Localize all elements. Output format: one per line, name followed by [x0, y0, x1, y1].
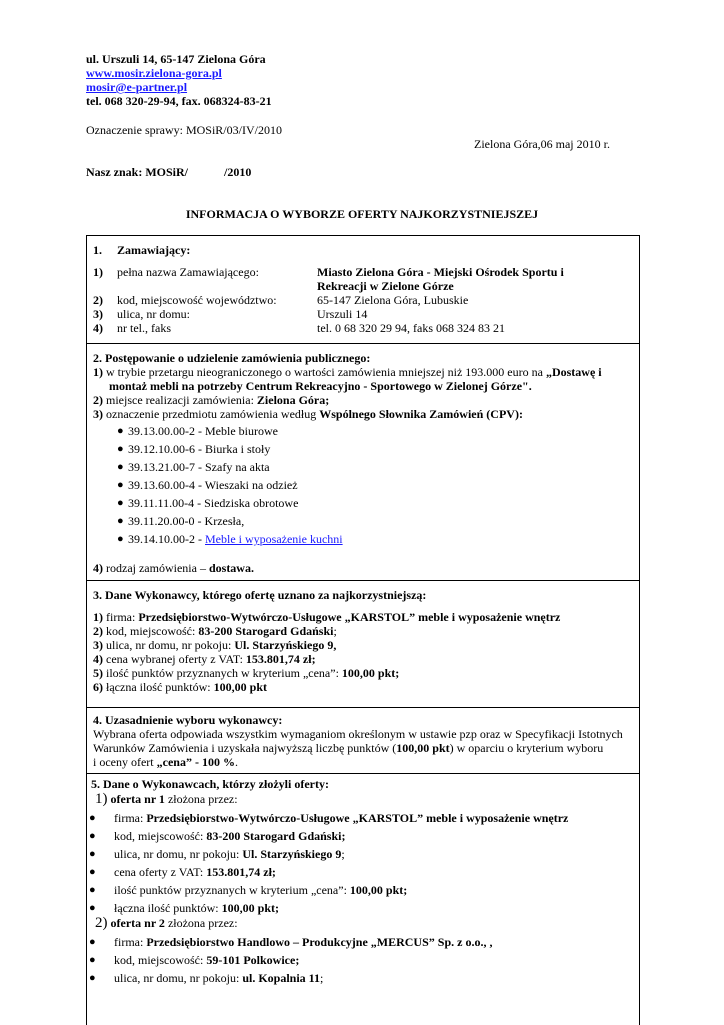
bullet-icon: ●: [89, 866, 96, 878]
s1-heading: Zamawiający:: [117, 243, 191, 257]
s4-line-2: Warunków Zamówienia i uzyskała najwyższą liczbę punktów (100,00 pkt) w oparciu o kryterium wyboru: [93, 741, 604, 755]
bullet-icon: ●: [117, 461, 124, 473]
s4-heading: 4. Uzasadnienie wyboru wykonawcy:: [93, 713, 283, 727]
bullet-icon: ●: [117, 443, 124, 455]
s3-line: 1) firma: Przedsiębiorstwo-Wytwórczo-Usługowe „KARSTOL” meble i wyposażenie wnętrz: [93, 610, 561, 624]
bullet-icon: ●: [117, 515, 124, 527]
bullet-icon: ●: [89, 902, 96, 914]
s2-point-3: 3) oznaczenie przedmiotu zamówienia według Wspólnego Słownika Zamówień (CPV):: [93, 407, 523, 421]
bullet-icon: ●: [117, 497, 124, 509]
cpv-kitchen-link[interactable]: Meble i wyposażenie kuchni: [205, 532, 343, 546]
s2-point-4: 4) rodzaj zamówienia – dostawa.: [93, 561, 254, 575]
s3-line: 5) ilość punktów przyznanych w kryterium „cena”: 100,00 pkt;: [93, 666, 400, 680]
s4-line-1: Wybrana oferta odpowiada wszystkim wymaganiom określonym w ustawie pzp oraz w Specyfikacji Istotnych: [93, 727, 623, 741]
s3-line: 3) ulica, nr domu, nr pokoju: Ul. Starzyńskiego 9,: [93, 638, 337, 652]
section-procedure: 2. Postępowanie o udzielenie zamówienia publicznego: 1) w trybie przetargu nieograniczonego o wartości zamówienia mniejszej niż 193.000 euro na „Dostawę i montaż mebli na potrzeby Centrum Rekreacyjno - Sportowego w Zielonej Górze". 2) miejsce realizacji zamówienia: Zielona Góra; 3) oznaczenie przedmiotu zamówienia według Wspólnego Słownika Zamówień (CPV): ● 39.13.00.00-2 - Meble biurowe ● 39.12.10.00-6 - Biurka i stoły ● 39.13.21.00-7 - Szafy na akta ● 39.13.60.00-4 - Wieszaki na odzież ● 39.11.11.00-4 - Siedziska obrotowe ● 39.11.20.00-0 - Krzesła, ● 39.14.10.00-2 - Meble i wyposażenie kuchni 4) rodzaj zamówienia – dostawa.: [86, 343, 640, 581]
offer-2-heading: 2) oferta nr 2 złożona przez:: [95, 915, 238, 931]
bullet-icon: ●: [117, 425, 124, 437]
section-ordering-party: 1. Zamawiający: 1) pełna nazwa Zamawiającego: Miasto Zielona Góra - Miejski Ośrodek Sportu i Rekreacji w Zielone Górze 2) kod, miejscowość województwo: 65-147 Zielona Góra, Lubuskie 3) ulica, nr domu: Urszuli 14 4) nr tel., faks tel. 0 68 320 29 94, faks 068 324 83 21: [86, 235, 640, 344]
website-link[interactable]: www.mosir.zielona-gora.pl: [86, 66, 222, 80]
section-justification: [86, 707, 640, 774]
our-ref-prefix: Nasz znak: MOSiR/: [86, 165, 188, 179]
sender-phone: tel. 068 320-29-94, fax. 068324-83-21: [86, 94, 272, 108]
s5-heading: 5. Dane o Wykonawcach, którzy złożyli oferty:: [91, 777, 329, 791]
bullet-icon: ●: [89, 972, 96, 984]
s2-point-1: 1) w trybie przetargu nieograniczonego o wartości zamówienia mniejszej niż 193.000 euro na „Dostawę i montaż mebli na potrzeby Centrum Rekreacyjno - Sportowego w Zielonej Górze".: [93, 365, 602, 393]
bullet-icon: ●: [117, 533, 124, 545]
section-offers: 5. Dane o Wykonawcach, którzy złożyli oferty: 1) oferta nr 1 złożona przez: ● firma: Przedsiębiorstwo-Wytwórczo-Usługowe „KARSTOL” meble i wyposażenie wnętrz ● kod, miejscowość: 83-200 Starogard Gdański; ● ulica, nr domu, nr pokoju: Ul. Starzyńskiego 9; ● cena oferty z VAT: 153.801,74 zł; ● ilość punktów przyznanych w kryterium „cena”: 100,00 pkt; ● łączna ilość punktów: 100,00 pkt; 2) oferta nr 2 złożona przez: ● firma: Przedsiębiorstwo Handlowo – Produkcyjne „MERCUS” Sp. z o.o., , ● kod, miejscowość: 59-101 Polkowice; ● ulica, nr domu, nr pokoju: ul. Kopalnia 11;: [86, 773, 640, 1025]
s3-line: 2) kod, miejscowość: 83-200 Starogard Gdański;: [93, 624, 337, 638]
sender-block: [86, 52, 272, 108]
document-title: INFORMACJA O WYBORZE OFERTY NAJKORZYSTNIEJSZEJ: [185, 207, 539, 221]
bullet-icon: ●: [89, 936, 96, 948]
sender-address: ul. Urszuli 14, 65-147 Zielona Góra: [86, 52, 266, 66]
offer-1-heading: 1) oferta nr 1 złożona przez:: [95, 791, 238, 807]
bullet-icon: ●: [117, 479, 124, 491]
s3-line: 6) łączna ilość punktów: 100,00 pkt: [93, 680, 267, 694]
our-reference: [86, 165, 251, 179]
bullet-icon: ●: [89, 954, 96, 966]
document-date: Zielona Góra,06 maj 2010 r.: [474, 137, 610, 151]
bullet-icon: ●: [89, 830, 96, 842]
s2-point-2: 2) miejsce realizacji zamówienia: Zielona Góra;: [93, 393, 330, 407]
case-reference: Oznaczenie sprawy: MOSiR/03/IV/2010: [86, 123, 282, 137]
s3-heading: 3. Dane Wykonawcy, którego ofertę uznano za najkorzystniejszą:: [93, 588, 427, 602]
email-link[interactable]: mosir@e-partner.pl: [86, 80, 188, 94]
s3-line: 4) cena wybranej oferty z VAT: 153.801,74 zł;: [93, 652, 316, 666]
s1-heading-num: 1.: [93, 243, 102, 257]
section-winner: [86, 580, 640, 708]
s4-line-3: i oceny ofert „cena” - 100 %.: [93, 755, 238, 769]
our-ref-suffix: /2010: [224, 165, 252, 179]
bullet-icon: ●: [89, 884, 96, 896]
bullet-icon: ●: [89, 812, 96, 824]
bullet-icon: ●: [89, 848, 96, 860]
s2-heading: 2. Postępowanie o udzielenie zamówienia publicznego:: [93, 351, 371, 365]
